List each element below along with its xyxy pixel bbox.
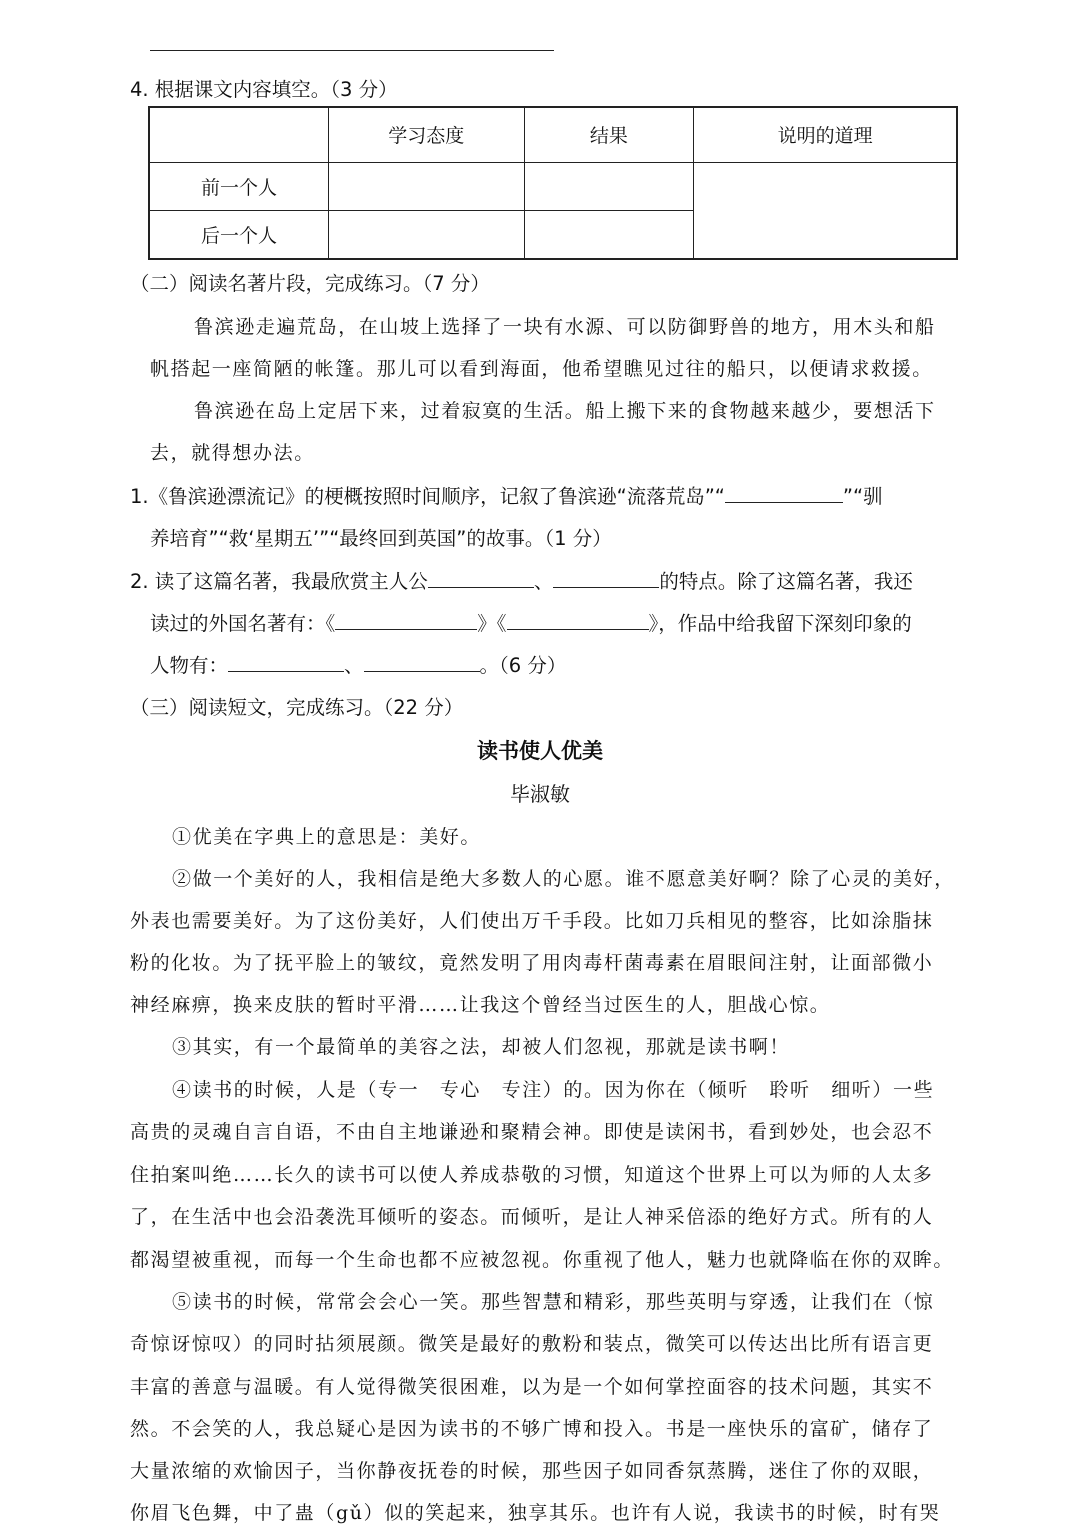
q1-text-b: ”“驯 xyxy=(842,485,883,508)
q2-text-e: 》《 xyxy=(477,612,507,635)
article-line: 外表也需要美好。为了这份美好，人们使出万千手段。比如刀兵相见的整容，比如涂脂抹 xyxy=(130,910,934,932)
table-row-label-first: 前一个人 xyxy=(149,162,329,210)
section2-para1-line2: 帆搭起一座简陋的帐篷。那儿可以看到海面，他希望瞧见过往的船只，以便请求救援。 xyxy=(150,358,933,380)
q1-text-a: 1.《鲁滨逊漂流记》的梗概按照时间顺序，记叙了鲁滨逊“流落荒岛”“ xyxy=(130,485,725,508)
table-header-attitude: 学习态度 xyxy=(329,107,525,162)
answer-cell[interactable] xyxy=(524,210,694,259)
article-line: 高贵的灵魂自言自语，不由自主地谦逊和聚精会神。即使是读闲书，看到妙处，也会忍不 xyxy=(130,1121,934,1143)
table-corner-cell xyxy=(149,107,329,162)
q1-line1 xyxy=(130,481,883,509)
answer-blank[interactable] xyxy=(228,653,344,672)
article-line: 你眉飞色舞，中了蛊（gǔ）似的笑起来，独享其乐。也许有人说，我读书的时候，时有哭 xyxy=(130,1502,941,1524)
article-line: 然。不会笑的人，我总疑心是因为读书的不够广博和投入。书是一座快乐的富矿，储存了 xyxy=(130,1418,934,1440)
article-line: 都渴望被重视，而每一个生命也都不应被忽视。你重视了他人，魅力也就降临在你的双眸。 xyxy=(130,1249,955,1271)
answer-blank[interactable] xyxy=(428,569,534,588)
article-title: 读书使人优美 xyxy=(477,739,603,763)
answer-cell[interactable] xyxy=(329,210,525,259)
table-row-label-second: 后一个人 xyxy=(149,210,329,259)
table-row xyxy=(149,162,957,210)
article-line: ④读书的时候，人是（专一 专心 专注）的。因为你在（倾听 聆听 细听）一些 xyxy=(172,1079,935,1101)
answer-cell[interactable] xyxy=(524,162,694,210)
q2-text-b: 、 xyxy=(533,570,554,593)
article-line: 了，在生活中也会沿袭洗耳倾听的姿态。而倾听，是让人神采倍添的绝好方式。所有的人 xyxy=(130,1206,934,1228)
table-header-result: 结果 xyxy=(524,107,694,162)
q2-text-c: 的特点。除了这篇名著，我还 xyxy=(659,570,913,593)
article-line: ②做一个美好的人，我相信是绝大多数人的心愿。谁不愿意美好啊？除了心灵的美好， xyxy=(172,868,955,890)
q2-text-a: 2. 读了这篇名著，我最欣赏主人公 xyxy=(130,570,428,593)
q2-text-d: 读过的外国名著有：《 xyxy=(150,612,336,635)
article-line: 住拍案叫绝……长久的读书可以使人养成恭敬的习惯，知道这个世界上可以为师的人太多 xyxy=(130,1164,934,1186)
q4-table xyxy=(148,106,958,260)
section2-para2-line2: 去，就得想办法。 xyxy=(150,442,315,464)
section2-heading: （二）阅读名著片段，完成练习。（7 分） xyxy=(130,272,490,295)
article-line: 奇惊讶惊叹）的同时拈须展颜。微笑是最好的敷粉和装点，微笑可以传达出比所有语言更 xyxy=(130,1333,934,1355)
article-line: 大量浓缩的欢愉因子，当你静夜抚卷的时候，那些因子如同香氛蒸腾，迷住了你的双眼， xyxy=(130,1460,934,1482)
q2-text-i: 。（6 分） xyxy=(479,654,567,677)
article-line: ⑤读书的时候，常常会会心一笑。那些智慧和精彩，那些英明与穿透，让我们在（惊 xyxy=(172,1291,935,1313)
section2-para1-line1: 鲁滨逊走遍荒岛，在山坡上选择了一块有水源、可以防御野兽的地方，用木头和船 xyxy=(194,316,936,338)
answer-blank[interactable] xyxy=(507,611,649,630)
article-line: 神经麻痹，换来皮肤的暂时平滑……让我这个曾经当过医生的人，胆战心惊。 xyxy=(130,994,831,1016)
q2-line1 xyxy=(130,566,913,594)
q1-line2: 养培育”“救‘星期五’”“最终回到英国”的故事。（1 分） xyxy=(150,527,612,550)
article-line: ①优美在字典上的意思是：美好。 xyxy=(172,826,482,848)
section3-heading: （三）阅读短文，完成练习。（22 分） xyxy=(130,696,464,719)
article-author: 毕淑敏 xyxy=(510,782,570,806)
answer-cell[interactable] xyxy=(329,162,525,210)
article-line: 丰富的善意与温暖。有人觉得微笑很困难，以为是一个如何掌控面容的技术问题，其实不 xyxy=(130,1376,934,1398)
answer-blank[interactable] xyxy=(364,653,480,672)
table-header-lesson: 说明的道理 xyxy=(694,107,957,162)
section2-para2-line1: 鲁滨逊在岛上定居下来，过着寂寞的生活。船上搬下来的食物越来越少，要想活下 xyxy=(194,400,936,422)
q2-line2 xyxy=(150,608,912,636)
table-header-row xyxy=(149,107,957,162)
answer-blank[interactable] xyxy=(725,484,843,503)
q2-line3 xyxy=(150,650,566,678)
answer-blank[interactable] xyxy=(335,611,477,630)
q4-prompt: 4. 根据课文内容填空。（3 分） xyxy=(130,78,398,101)
q2-text-f: 》，作品中给我留下深刻印象的 xyxy=(648,612,912,635)
article-line: ③其实，有一个最简单的美容之法，却被人们忽视，那就是读书啊！ xyxy=(172,1036,791,1058)
q2-text-h: 、 xyxy=(344,654,364,677)
answer-blank[interactable] xyxy=(553,569,659,588)
answer-cell-lesson[interactable] xyxy=(694,162,957,259)
answer-line-top xyxy=(150,50,554,51)
q2-text-g: 人物有： xyxy=(150,654,229,677)
article-line: 粉的化妆。为了抚平脸上的皱纹，竟然发明了用肉毒杆菌毒素在眉眼间注射，让面部微小 xyxy=(130,952,934,974)
